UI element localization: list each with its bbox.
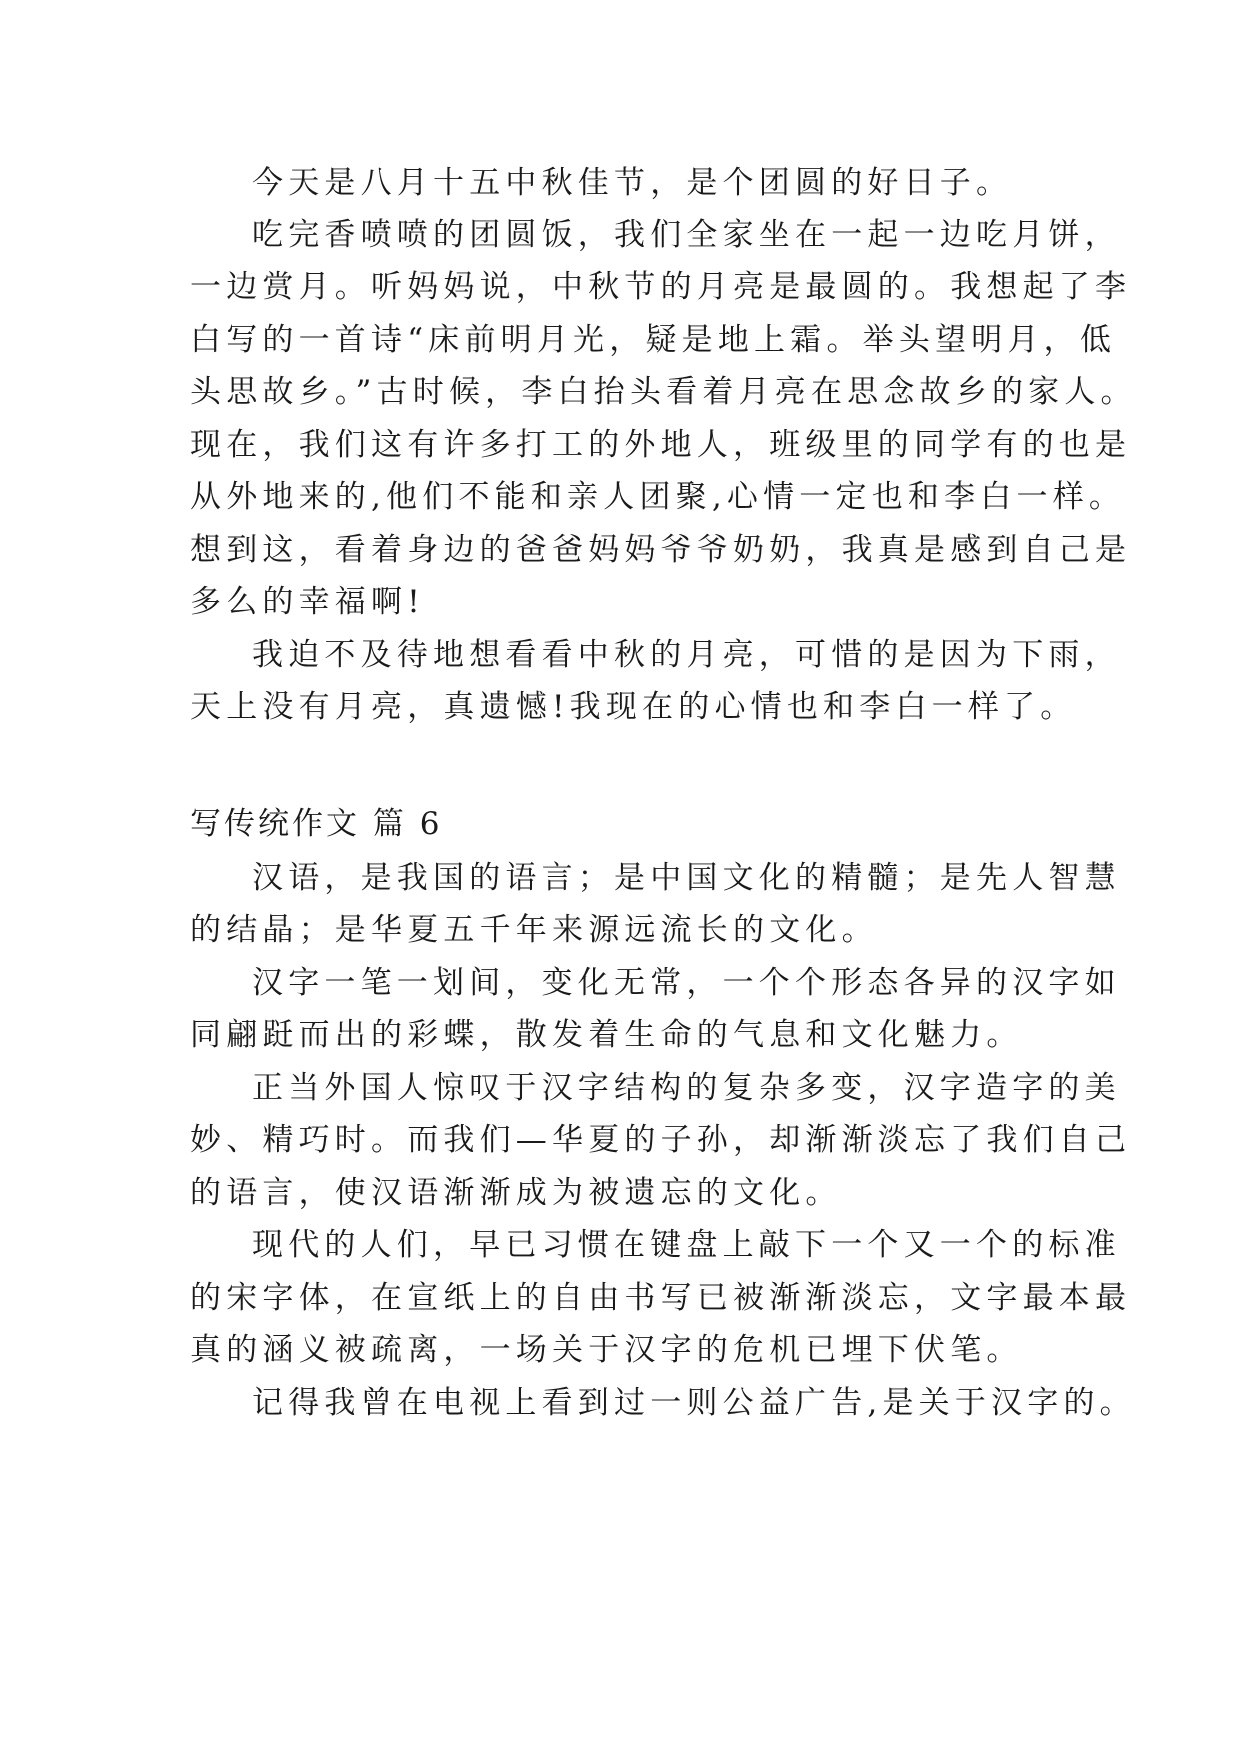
text-line: 天上没有月亮，真遗憾!我现在的心情也和李白一样了。 — [190, 689, 1077, 725]
text-line: 白写的一首诗“床前明月光，疑是地上霜。举头望明月，低 — [190, 322, 1117, 358]
text-line: 同翩跹而出的彩蝶，散发着生命的气息和文化魅力。 — [190, 1017, 1023, 1053]
text-line: 汉语，是我国的语言；是中国文化的精髓；是先人智慧 — [252, 860, 1121, 896]
text-line: 我迫不及待地想看看中秋的月亮，可惜的是因为下雨， — [252, 637, 1121, 673]
text-line: 正当外国人惊叹于汉字结构的复杂多变，汉字造字的美 — [252, 1070, 1121, 1106]
text-line: 汉字一笔一划间，变化无常，一个个形态各异的汉字如 — [252, 965, 1121, 1001]
text-line: 一边赏月。听妈妈说，中秋节的月亮是最圆的。我想起了李 — [190, 269, 1132, 305]
text-line: 记得我曾在电视上看到过一则公益广告,是关于汉字的。 — [252, 1385, 1136, 1421]
text-line: 现代的人们，早已习惯在键盘上敲下一个又一个的标准 — [252, 1227, 1121, 1263]
text-line: 的语言，使汉语渐渐成为被遗忘的文化。 — [190, 1175, 842, 1211]
text-line: 头思故乡。”古时候，李白抬头看着月亮在思念故乡的家人。 — [190, 374, 1137, 410]
text-line: 吃完香喷喷的团圆饭，我们全家坐在一起一边吃月饼， — [252, 217, 1121, 253]
text-line: 想到这，看着身边的爸爸妈妈爷爷奶奶，我真是感到自己是 — [190, 532, 1132, 568]
text-line: 现在，我们这有许多打工的外地人，班级里的同学有的也是 — [190, 427, 1132, 463]
text-line: 从外地来的,他们不能和亲人团聚,心情一定也和李白一样。 — [190, 479, 1126, 515]
text-line: 妙、精巧时。而我们—华夏的子孙，却渐渐淡忘了我们自己 — [190, 1122, 1132, 1158]
text-line: 多么的幸福啊! — [190, 584, 425, 620]
text-line: 今天是八月十五中秋佳节，是个团圆的好日子。 — [252, 165, 1013, 201]
section-heading: 写传统作文 篇 6 — [190, 806, 443, 842]
text-line: 的结晶；是华夏五千年来源远流长的文化。 — [190, 912, 878, 948]
text-line: 真的涵义被疏离，一场关于汉字的危机已埋下伏笔。 — [190, 1332, 1023, 1368]
text-line: 的宋字体，在宣纸上的自由书写已被渐渐淡忘，文字最本最 — [190, 1280, 1132, 1316]
